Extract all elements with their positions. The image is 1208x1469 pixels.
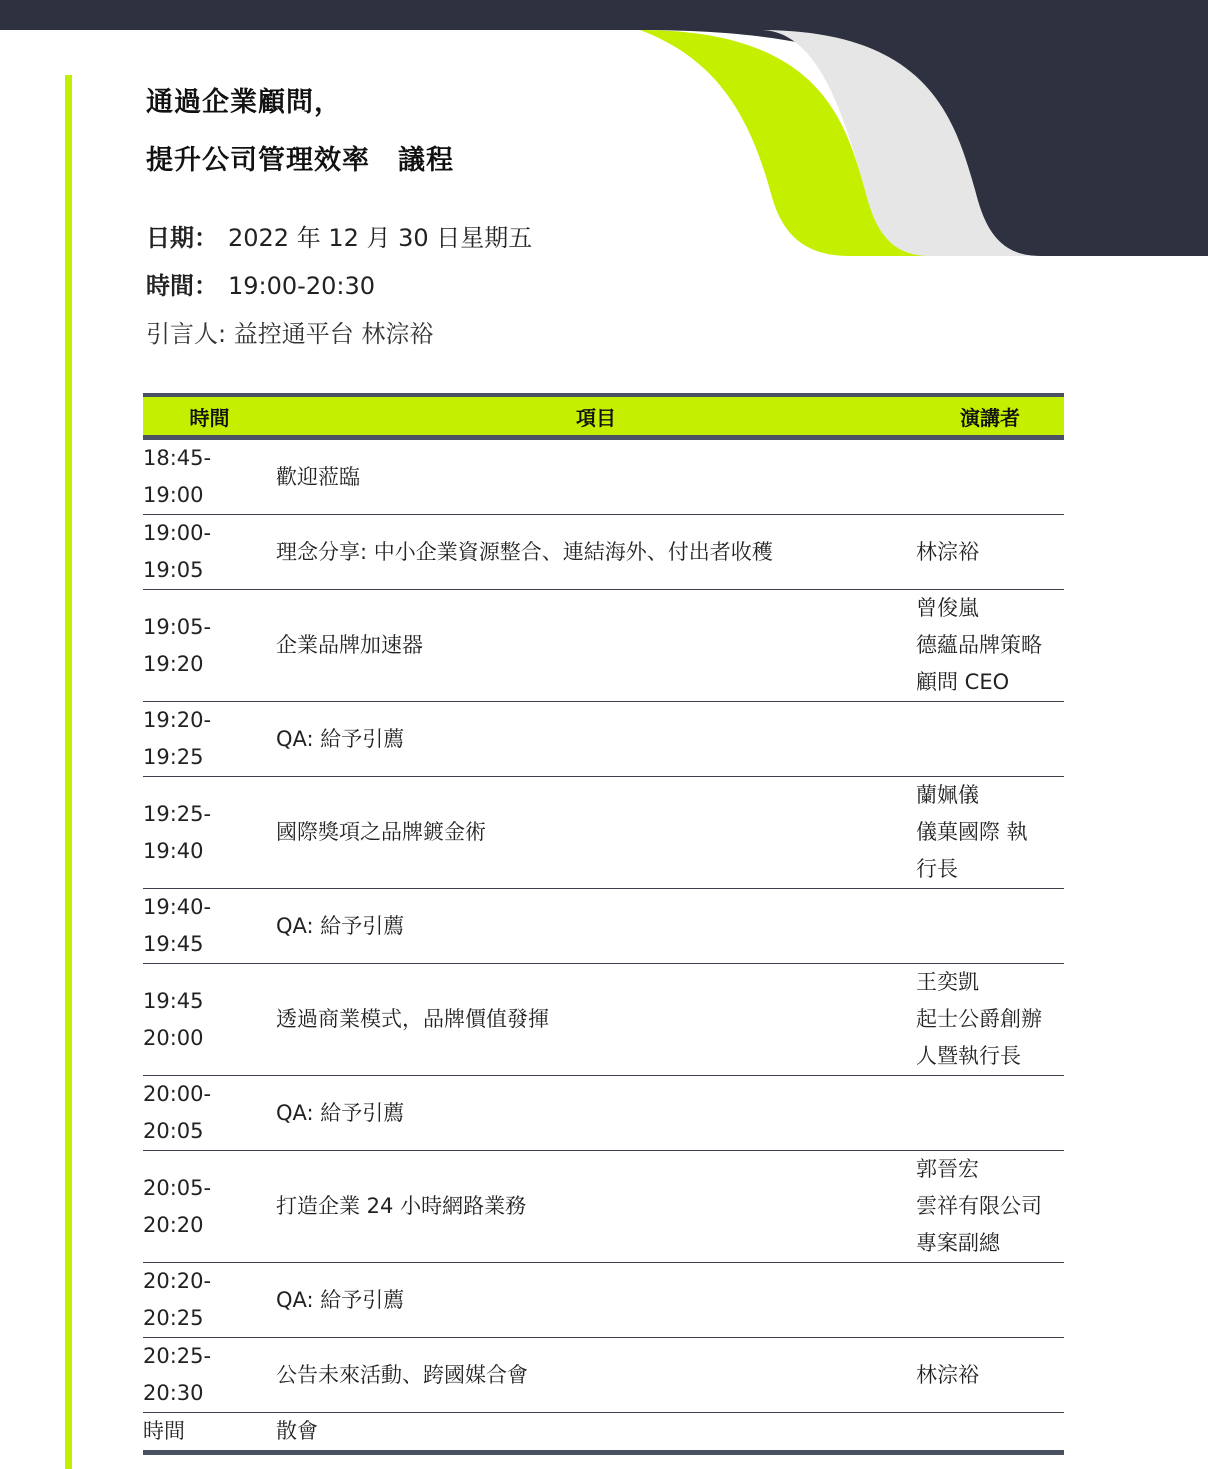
agenda-time-line: 19:25- — [143, 801, 212, 826]
agenda-table — [143, 393, 1064, 1455]
agenda-row — [143, 515, 1064, 590]
agenda-time-line: 20:05- — [143, 1175, 212, 1200]
agenda-row — [143, 964, 1064, 1076]
agenda-speaker-cell — [916, 889, 1064, 964]
agenda-speaker-line: 起士公爵創辦 — [916, 1007, 1042, 1031]
agenda-time-cell — [143, 590, 276, 702]
agenda-row — [143, 702, 1064, 777]
time-row — [146, 266, 375, 301]
agenda-time-line: 19:20 — [143, 651, 204, 676]
agenda-header-row — [143, 395, 1064, 438]
agenda-time-line: 時間 — [143, 1419, 185, 1443]
agenda-item-cell — [276, 1413, 916, 1453]
agenda-speaker-cell — [916, 515, 1064, 590]
agenda-time-cell — [143, 1338, 276, 1413]
date-row — [146, 218, 532, 253]
agenda-time-line: 20:25 — [143, 1306, 204, 1330]
agenda-item-cell — [276, 1338, 916, 1413]
agenda-row — [143, 438, 1064, 515]
agenda-speaker-line: 王奕凱 — [916, 970, 979, 994]
agenda-item-text: 國際獎項之品牌鍍金術 — [276, 820, 486, 844]
agenda-speaker-cell — [916, 1263, 1064, 1338]
agenda-time-cell — [143, 889, 276, 964]
agenda-time-line: 19:05- — [143, 614, 212, 639]
agenda-time-cell — [143, 1413, 276, 1453]
agenda-row — [143, 1413, 1064, 1453]
agenda-speaker-line: 德蘊品牌策略 — [916, 633, 1042, 657]
agenda-time-line: 20:20- — [143, 1269, 212, 1293]
agenda-time-line: 20:25- — [143, 1344, 212, 1368]
agenda-speaker-line: 人暨執行長 — [916, 1044, 1021, 1068]
agenda-time-line: 20:00 — [143, 1025, 204, 1050]
agenda-item-cell — [276, 438, 916, 515]
agenda-row — [143, 1076, 1064, 1151]
agenda-item-cell — [276, 1076, 916, 1151]
agenda-item-cell — [276, 515, 916, 590]
agenda-item-text: QA: 給予引薦 — [276, 913, 405, 938]
agenda-speaker-line: 郭晉宏 — [916, 1157, 979, 1181]
agenda-time-line: 20:00- — [143, 1082, 212, 1106]
agenda-speaker-line: 儀菓國際 執 — [916, 820, 1028, 844]
agenda-item-text: 透過商業模式，品牌價值發揮 — [276, 1007, 549, 1031]
agenda-time-line: 19:00- — [143, 521, 212, 545]
agenda-speaker-cell — [916, 438, 1064, 515]
agenda-item-cell — [276, 1263, 916, 1338]
agenda-item-text: 企業品牌加速器 — [276, 633, 423, 657]
agenda-time-cell — [143, 1076, 276, 1151]
agenda-speaker-cell — [916, 1151, 1064, 1263]
agenda-time-line: 19:20- — [143, 708, 212, 732]
agenda-item-text: QA: 給予引薦 — [276, 726, 405, 751]
agenda-item-text: 歡迎蒞臨 — [276, 464, 360, 489]
agenda-time-line: 20:05 — [143, 1119, 204, 1143]
agenda-time-cell — [143, 964, 276, 1076]
header-item: 項目 — [276, 395, 916, 438]
agenda-speaker-line: 雲祥有限公司 — [916, 1194, 1042, 1218]
agenda-item-cell — [276, 777, 916, 889]
time-value: 19:00-20:30 — [228, 272, 375, 300]
agenda-item-cell — [276, 702, 916, 777]
agenda-item-text: 散會 — [276, 1419, 318, 1443]
agenda-speaker-line: 蘭姵儀 — [916, 783, 979, 807]
agenda-time-line: 18:45- — [143, 446, 212, 470]
agenda-time-line: 20:30 — [143, 1381, 204, 1405]
agenda-row — [143, 1151, 1064, 1263]
host-line: 引言人: 益控通平台 林淙裕 — [146, 320, 434, 348]
time-label: 時間： — [146, 272, 218, 300]
agenda-time-line: 19:45 — [143, 988, 204, 1013]
agenda-item-cell — [276, 590, 916, 702]
agenda-row — [143, 1263, 1064, 1338]
agenda-speaker-cell — [916, 590, 1064, 702]
agenda-item-cell — [276, 1151, 916, 1263]
agenda-time-cell — [143, 515, 276, 590]
agenda-time-line: 20:20 — [143, 1212, 204, 1237]
agenda-time-line: 19:40- — [143, 895, 212, 919]
agenda-item-text: QA: 給予引薦 — [276, 1287, 405, 1312]
agenda-row — [143, 889, 1064, 964]
agenda-row — [143, 1338, 1064, 1413]
agenda-time-line: 19:00 — [143, 483, 204, 507]
agenda-row — [143, 777, 1064, 889]
agenda-row — [143, 590, 1064, 702]
agenda-speaker-line: 林淙裕 — [916, 539, 979, 564]
agenda-speaker-cell — [916, 1076, 1064, 1151]
agenda-time-line: 19:25 — [143, 745, 204, 769]
agenda-speaker-line: 林淙裕 — [916, 1362, 979, 1387]
agenda-item-cell — [276, 889, 916, 964]
agenda-speaker-line: 專案副總 — [916, 1231, 1000, 1255]
agenda-item-text: 打造企業 24 小時網路業務 — [276, 1194, 527, 1218]
page-title-line2: 提升公司管理效率 議程 — [146, 145, 454, 176]
agenda-item-text: QA: 給予引薦 — [276, 1100, 405, 1125]
agenda-item-text: 公告未來活動、跨國媒合會 — [276, 1362, 528, 1387]
agenda-time-cell — [143, 777, 276, 889]
date-label: 日期： — [146, 224, 218, 252]
header-time: 時間 — [143, 395, 276, 438]
page-title-line1: 通過企業顧問， — [146, 87, 342, 118]
header-speaker: 演講者 — [916, 395, 1064, 438]
agenda-speaker-cell — [916, 702, 1064, 777]
agenda-time-line: 19:40 — [143, 838, 204, 863]
agenda-speaker-cell — [916, 1338, 1064, 1413]
agenda-time-line: 19:05 — [143, 558, 204, 582]
agenda-time-cell — [143, 438, 276, 515]
agenda-speaker-cell — [916, 964, 1064, 1076]
agenda-time-cell — [143, 1263, 276, 1338]
agenda-speaker-line: 顧問 CEO — [916, 670, 1010, 694]
agenda-time-line: 19:45 — [143, 932, 204, 956]
agenda-time-cell — [143, 1151, 276, 1263]
agenda-speaker-line: 行長 — [916, 857, 958, 881]
agenda-speaker-cell — [916, 1413, 1064, 1453]
agenda-time-cell — [143, 702, 276, 777]
accent-vertical-line — [65, 75, 72, 1469]
agenda-speaker-line: 曾俊嵐 — [916, 596, 979, 620]
date-value: 2022 年 12 月 30 日星期五 — [228, 224, 533, 252]
agenda-item-text: 理念分享: 中小企業資源整合、連結海外、付出者收穫 — [276, 539, 773, 564]
agenda-item-cell — [276, 964, 916, 1076]
agenda-speaker-cell — [916, 777, 1064, 889]
